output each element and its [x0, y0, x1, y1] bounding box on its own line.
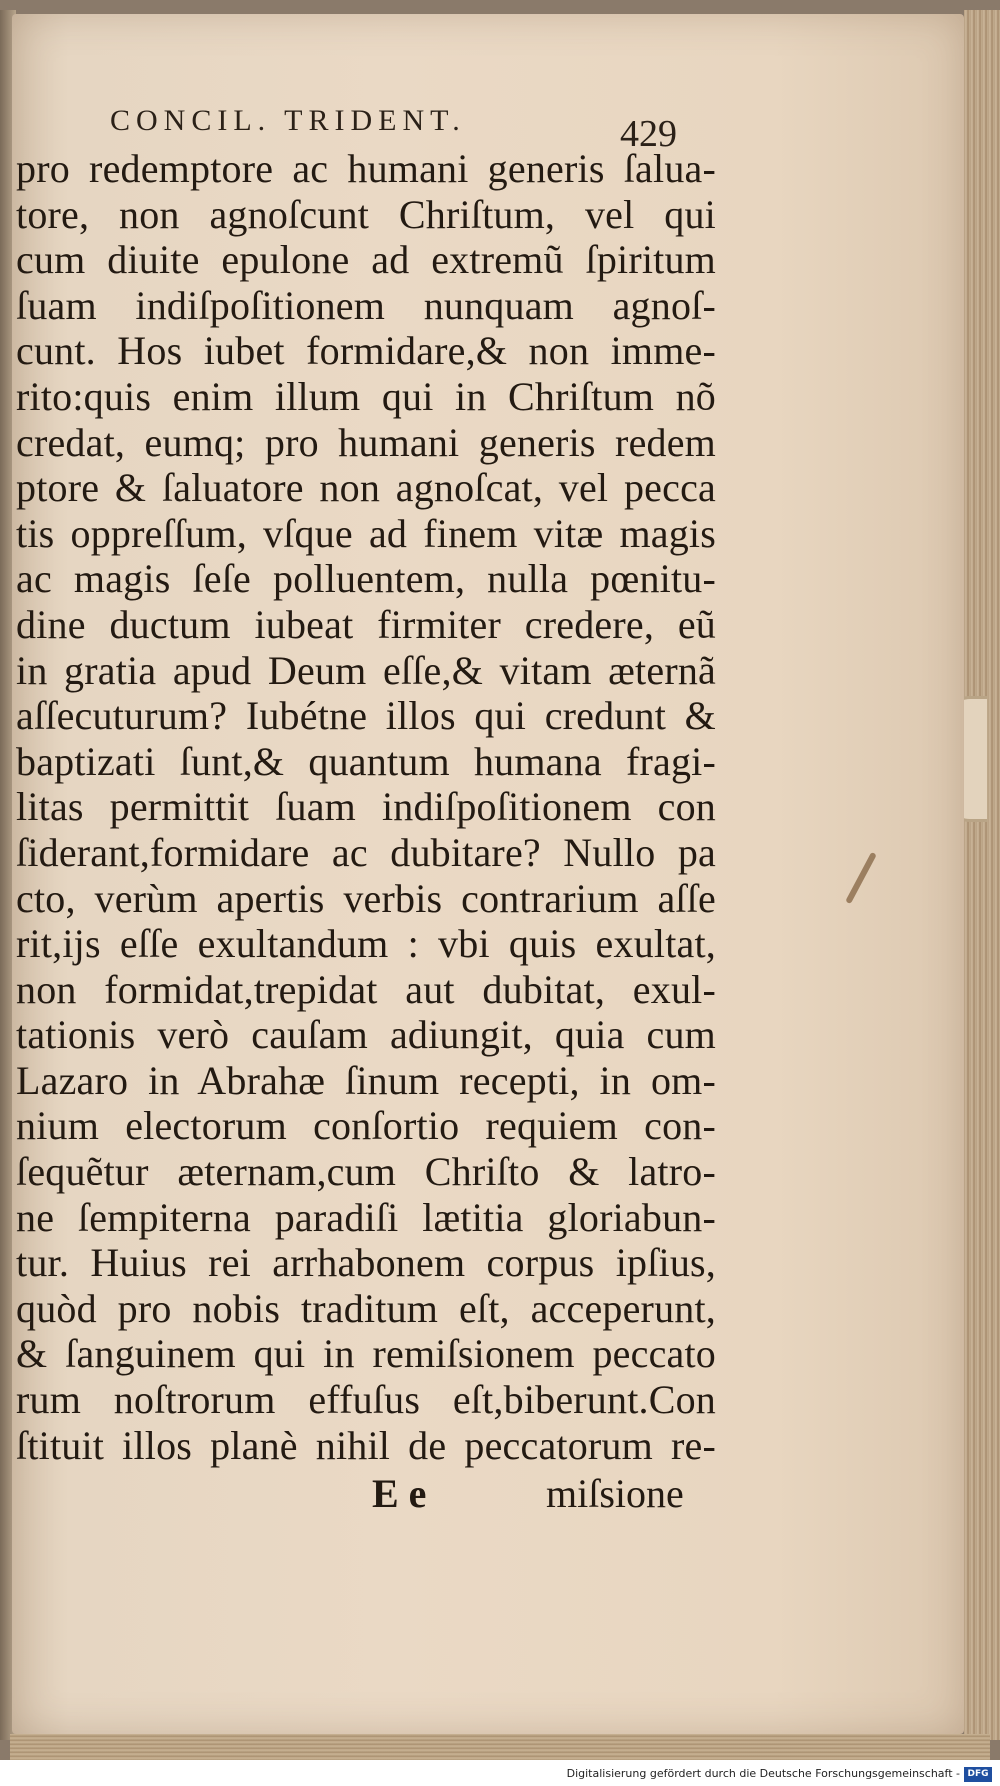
text-line: tis oppreſſum, vſque ad finem vitæ magis [16, 510, 716, 556]
text-line: quòd pro nobis traditum eſt, acceperunt, [16, 1285, 716, 1331]
text-line: litas permittit ſuam indiſpoſitionem con [16, 784, 716, 830]
page-edges-right [964, 10, 1000, 1740]
text-line: credat, eumq; pro humani generis redem [16, 419, 716, 465]
catchword: miſsione [546, 1471, 684, 1516]
dfg-logo: DFG [964, 1767, 992, 1782]
text-line: & ſanguinem qui in remiſsionem peccato [16, 1331, 716, 1377]
page-number: 429 [620, 113, 677, 155]
text-line: in gratia apud Deum eſſe,& vitam æternã [16, 647, 716, 693]
footer-bar [0, 1764, 1000, 1786]
text-line: rum noſtrorum effuſus eſt,biberunt.Con [16, 1377, 716, 1423]
text-line: non formidat,trepidat aut dubitat, exul- [16, 966, 716, 1012]
text-line: tur. Huius rei arrhabonem corpus ipſius, [16, 1240, 716, 1286]
text-line: cunt. Hos iubet formidare,& non imme- [16, 328, 716, 374]
digitization-credit: Digitalisierung gefördert durch die Deutsche Forschungsgemeinschaft - [566, 1767, 960, 1780]
text-line: ſtituit illos planè nihil de peccatorum re- [16, 1422, 716, 1468]
text-line: nium electorum conſortio requiem con- [16, 1103, 716, 1149]
text-line: Lazaro in Abrahæ ſinum recepti, in om- [16, 1057, 716, 1103]
signature-mark: E e [372, 1471, 427, 1516]
page-edges-bottom [10, 1734, 990, 1760]
text-line: rit,ijs eſſe exultandum : vbi quis exultat, [16, 921, 716, 967]
text-line: cto, verùm apertis verbis contrarium aſſe [16, 875, 716, 921]
text-line: baptizati ſunt,& quantum humana fragi- [16, 738, 716, 784]
text-line: aſſecuturum? Iubétne illos qui credunt & [16, 693, 716, 739]
text-line: ptore & ſaluatore non agnoſcat, vel pecca [16, 465, 716, 511]
text-line: ſiderant,formidare ac dubitare? Nullo pa [16, 829, 716, 875]
text-line: rito:quis enim illum qui in Chriſtum nõ [16, 373, 716, 419]
running-head: CONCIL. TRIDENT. [110, 104, 466, 137]
text-line: ne ſempiterna paradiſi lætitia gloriabun- [16, 1194, 716, 1240]
text-line: tore, non agnoſcunt Chriſtum, vel qui [16, 191, 716, 237]
text-block [16, 146, 716, 1468]
text-line: dine ductum iubeat firmiter credere, eũ [16, 601, 716, 647]
text-line: ac magis ſeſe polluentem, nulla pœnitu- [16, 556, 716, 602]
text-line: tationis verò cauſam adiungit, quia cum [16, 1012, 716, 1058]
text-line: cum diuite epulone ad extremũ ſpiritum [16, 237, 716, 283]
text-line: pro redemptore ac humani generis ſalua- [16, 146, 716, 191]
text-line: ſuam indiſpoſitionem nunquam agnoſ- [16, 282, 716, 328]
text-line: ſequẽtur æternam,cum Chriſto & latro- [16, 1149, 716, 1195]
